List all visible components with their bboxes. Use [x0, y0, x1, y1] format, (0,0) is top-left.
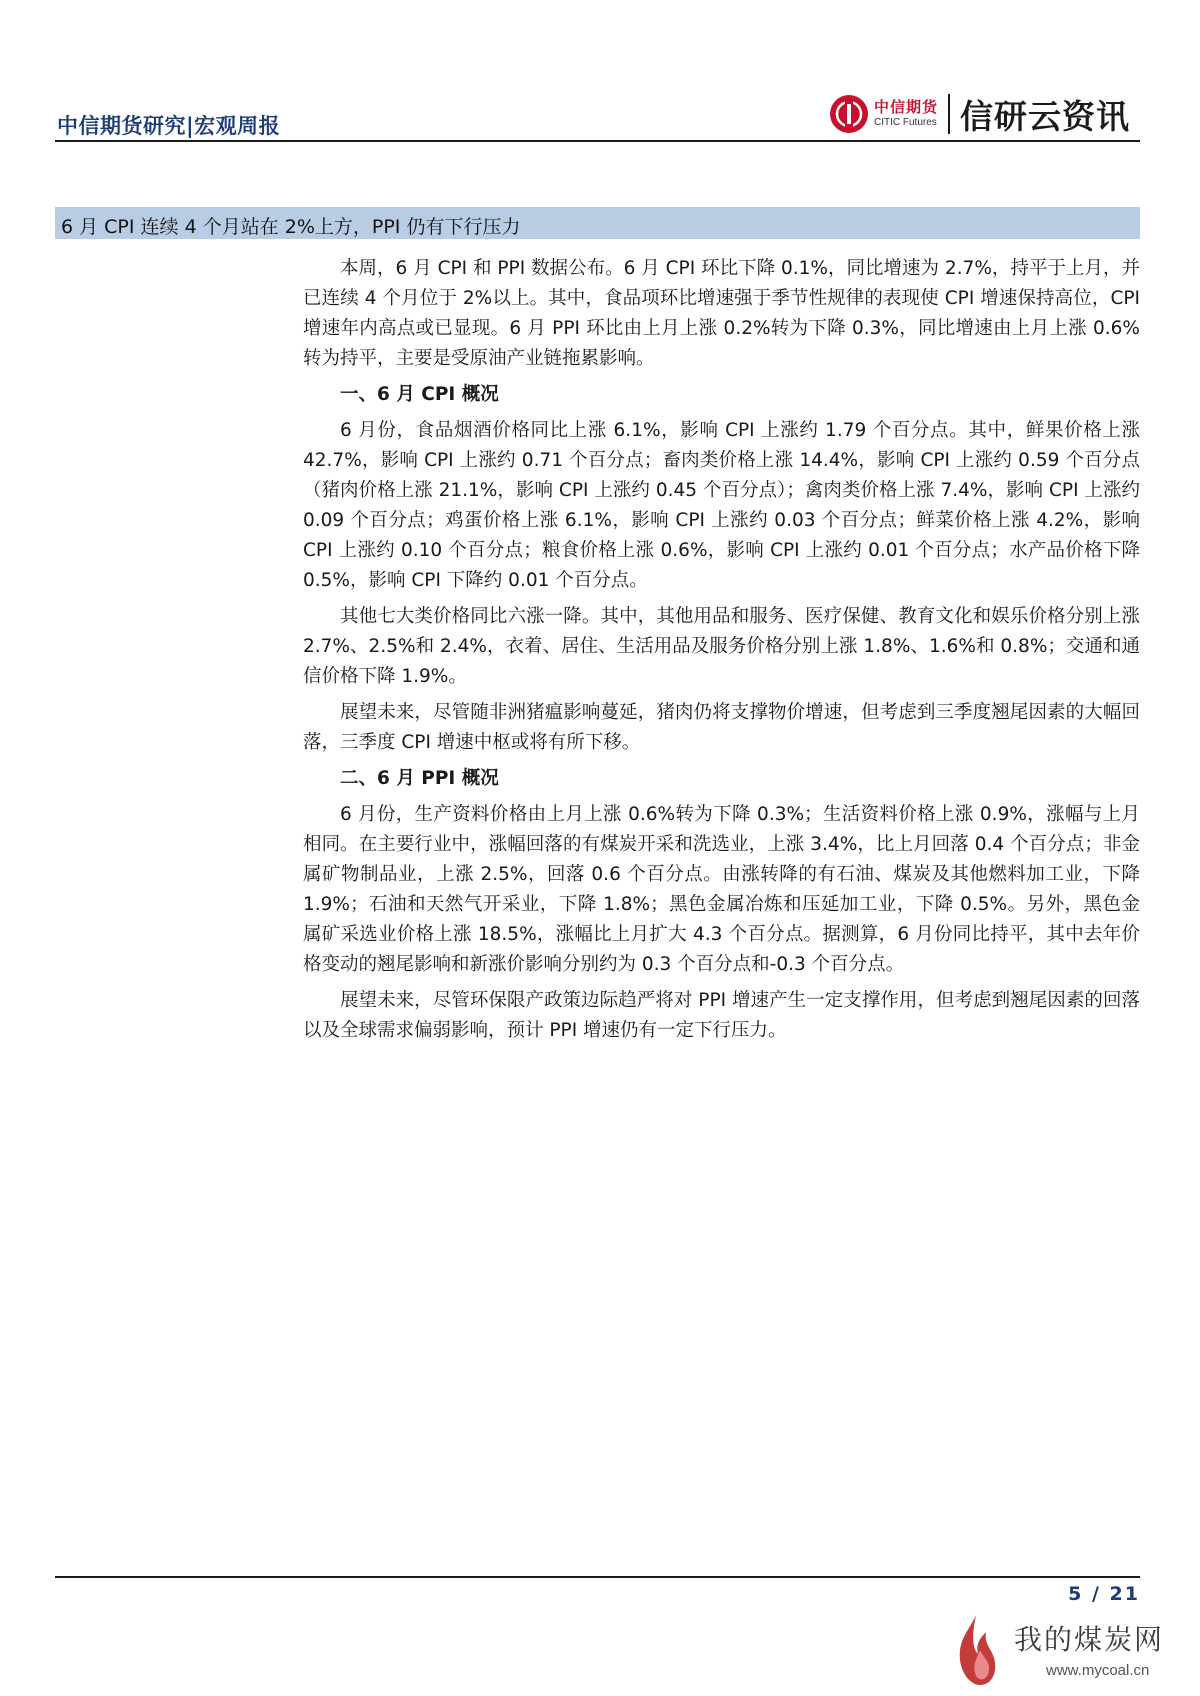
- logo-divider: [948, 94, 950, 134]
- paragraph-summary: 本周，6 月 CPI 和 PPI 数据公布。6 月 CPI 环比下降 0.1%，同比增速为 2.7%，持平于上月，并已连续 4 个月位于 2%以上。其中，食品项环比增速强于季节性规律的表现使 CPI 增速保持高位，CPI 增速年内高点或已显现。6 月 PPI 环比由上月上涨 0.2%转为下降 0.3%，同比增速由上月上涨 0.6%转为持平，主要是受原油产业链拖累影响。: [303, 258, 1140, 369]
- logo-cn-text: 中信期货: [873, 98, 938, 116]
- section-title: 6 月 CPI 连续 4 个月站在 2%上方，PPI 仍有下行压力: [61, 216, 521, 238]
- logo-brand-text: 信研云资讯: [960, 96, 1130, 136]
- paragraph-cpi-other: 其他七大类价格同比六涨一降。其中，其他用品和服务、医疗保健、教育文化和娱乐价格分别上涨 2.7%、2.5%和 2.4%，衣着、居住、生活用品及服务价格分别上涨 1.8%、1.6%和 0.8%；交通和通信价格下降 1.9%。: [303, 606, 1140, 687]
- watermark: [946, 1600, 1186, 1690]
- logo-en-text: CITIC Futures: [873, 117, 937, 128]
- paragraph-ppi-outlook: 展望未来，尽管环保限产政策边际趋严将对 PPI 增速产生一定支撑作用，但考虑到翘尾因素的回落以及全球需求偏弱影响，预计 PPI 增速仍有一定下行压力。: [303, 990, 1140, 1041]
- report-body: [303, 254, 1140, 1052]
- paragraph-cpi-food: 6 月份，食品烟酒价格同比上涨 6.1%，影响 CPI 上涨约 1.79 个百分点。其中，鲜果价格上涨 42.7%，影响 CPI 上涨约 0.71 个百分点；畜肉类价格上涨 14.4%，影响 CPI 上涨约 0.59 个百分点（猪肉价格上涨 21.1%，影响 CPI 上涨约 0.45 个百分点）；禽肉类价格上涨 7.4%，影响 CPI 上涨约 0.09 个百分点；鸡蛋价格上涨 6.1%，影响 CPI 上涨约 0.03 个百分点；鲜菜价格上涨 4.2%，影响 CPI 上涨约 0.10 个百分点；粮食价格上涨 0.6%，影响 CPI 上涨约 0.01 个百分点；水产品价格下降 0.5%，影响 CPI 下降约 0.01 个百分点。: [303, 420, 1140, 591]
- heading-cpi: 一、6 月 CPI 概况: [340, 384, 499, 405]
- paragraph-cpi-outlook: 展望未来，尽管随非洲猪瘟影响蔓延，猪肉仍将支撑物价增速，但考虑到三季度翘尾因素的大幅回落，三季度 CPI 增速中枢或将有所下移。: [303, 702, 1140, 753]
- paragraph-ppi-detail: 6 月份，生产资料价格由上月上涨 0.6%转为下降 0.3%；生活资料价格上涨 0.9%，涨幅与上月相同。在主要行业中，涨幅回落的有煤炭开采和洗选业，上涨 3.4%，比上月回落 0.4 个百分点；非金属矿物制品业，上涨 2.5%，回落 0.6 个百分点。由涨转降的有石油、煤炭及其他燃料加工业，下降 1.9%；石油和天然气开采业，下降 1.8%；黑色金属冶炼和压延加工业，下降 0.5%。另外，黑色金属矿采选业价格上涨 18.5%，涨幅比上月扩大 4.3 个百分点。据测算，6 月份同比持平，其中去年价格变动的翘尾影响和新涨价影响分别约为 0.3 个百分点和-0.3 个百分点。: [303, 804, 1140, 975]
- watermark-cn: 我的煤炭网: [1014, 1623, 1165, 1656]
- report-header-title: 中信期货研究|宏观周报: [57, 114, 281, 138]
- citic-seal-icon: [830, 95, 868, 133]
- section-title-bar: [55, 207, 1140, 239]
- page-number: 5 / 21: [1068, 1583, 1140, 1605]
- flame-icon: [946, 1610, 1006, 1690]
- heading-ppi: 二、6 月 PPI 概况: [340, 768, 499, 789]
- company-logo: [830, 92, 1130, 136]
- header-rule: [55, 140, 1140, 142]
- watermark-url: www.mycoal.cn: [1046, 1662, 1150, 1679]
- footer-rule: [55, 1576, 1140, 1578]
